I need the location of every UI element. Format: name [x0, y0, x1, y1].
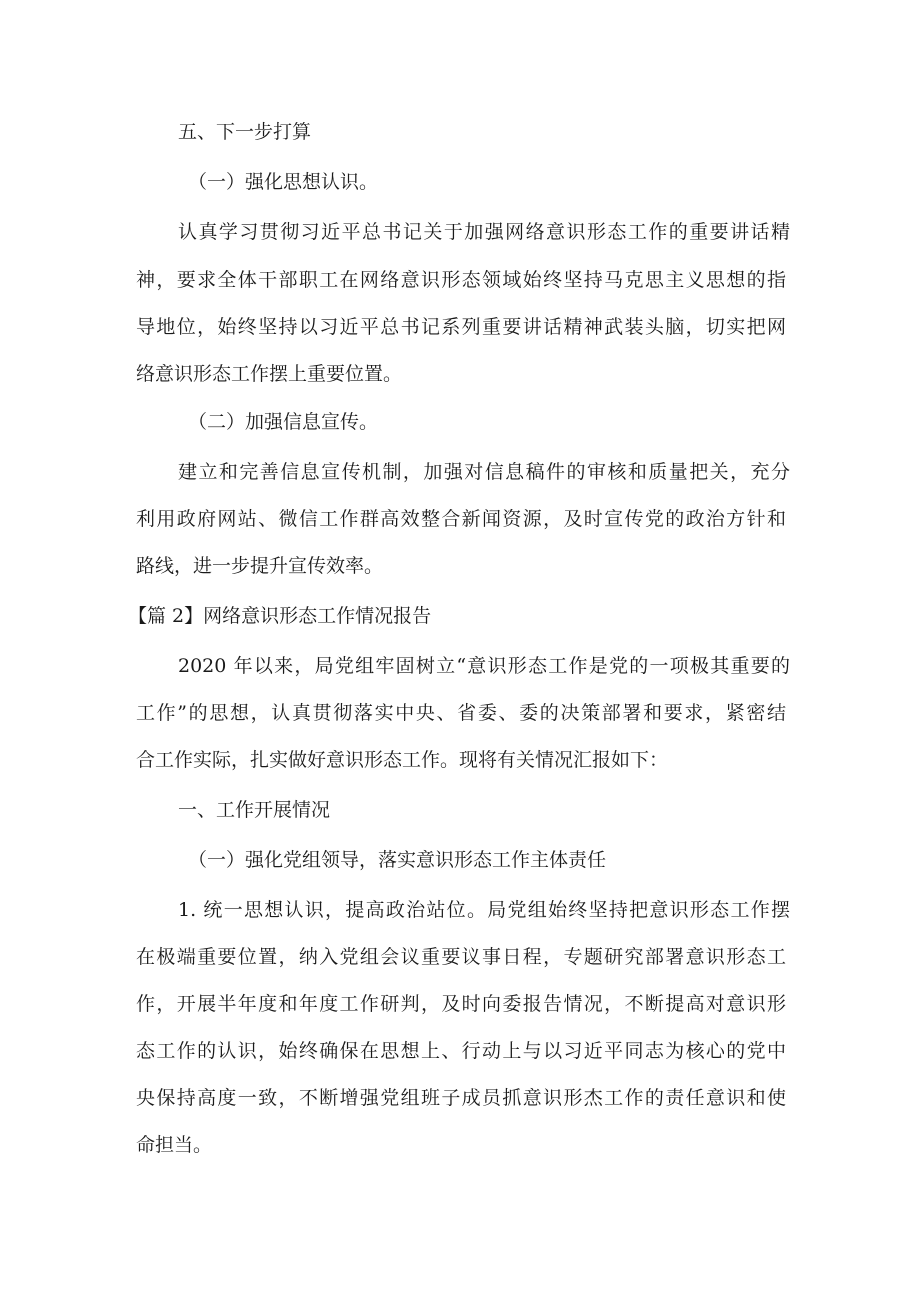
subheading-info-publicity: （二）加强信息宣传。: [188, 411, 379, 433]
paragraph-line: 合工作实际，扎实做好意识形态工作。现将有关情况汇报如下：: [136, 749, 669, 771]
paragraph-line: 路线，进一步提升宣传效率。: [136, 555, 384, 577]
subheading-strengthen-thinking: （一）强化思想认识。: [188, 171, 379, 193]
article-title: 【篇 2】网络意识形态工作情况报告: [128, 605, 432, 627]
paragraph-line: 在极端重要位置，纳入党组会议重要议事日程，专题研究部署意识形态工: [136, 946, 786, 968]
paragraph-line: 央保持高度一致，不断增强党组班子成员抓意识形杰工作的责任意识和使: [136, 1087, 786, 1109]
paragraph-line: 神，要求全体干部职工在网络意识形态领域始终坚持马克思主义思想的指: [136, 269, 786, 291]
paragraph-line: 利用政府网站、微信工作群高效整合新闻资源，及时宣传党的政治方针和: [136, 508, 786, 530]
subheading-party-leadership: （一）强化党组领导，落实意识形态工作主体责任: [188, 849, 607, 871]
paragraph-line: 1. 统一思想认识，提高政治站位。局党组始终坚持把意识形态工作摆: [178, 899, 790, 921]
paragraph-line: 工作”的思想，认真贯彻落实中央、省委、委的决策部署和要求，紧密结: [136, 702, 786, 724]
paragraph-line: 作，开展半年度和年度工作研判，及时向委报告情况，不断提高对意识形: [136, 993, 786, 1015]
paragraph-line: 导地位，始终坚持以习近平总书记系列重要讲话精神武装头脑，切实把网: [136, 316, 786, 338]
paragraph-line: 络意识形态工作摆上重要位置。: [136, 363, 403, 385]
paragraph-line: 命担当。: [136, 1134, 213, 1156]
paragraph-line: 建立和完善信息宣传机制，加强对信息稿件的审核和质量把关，充分: [178, 461, 790, 483]
paragraph-line: 2020 年以来，局党组牢固树立“意识形态工作是党的一项极其重要的: [178, 655, 790, 677]
paragraph-line: 认真学习贯彻习近平总书记关于加强网络意识形态工作的重要讲话精: [178, 221, 790, 243]
paragraph-line: 态工作的认识，始终确保在思想上、行动上与以习近平同志为核心的党中: [136, 1040, 786, 1062]
section-heading-next-steps: 五、下一步打算: [178, 121, 312, 143]
section-heading-work-progress: 一、工作开展情况: [178, 799, 331, 821]
